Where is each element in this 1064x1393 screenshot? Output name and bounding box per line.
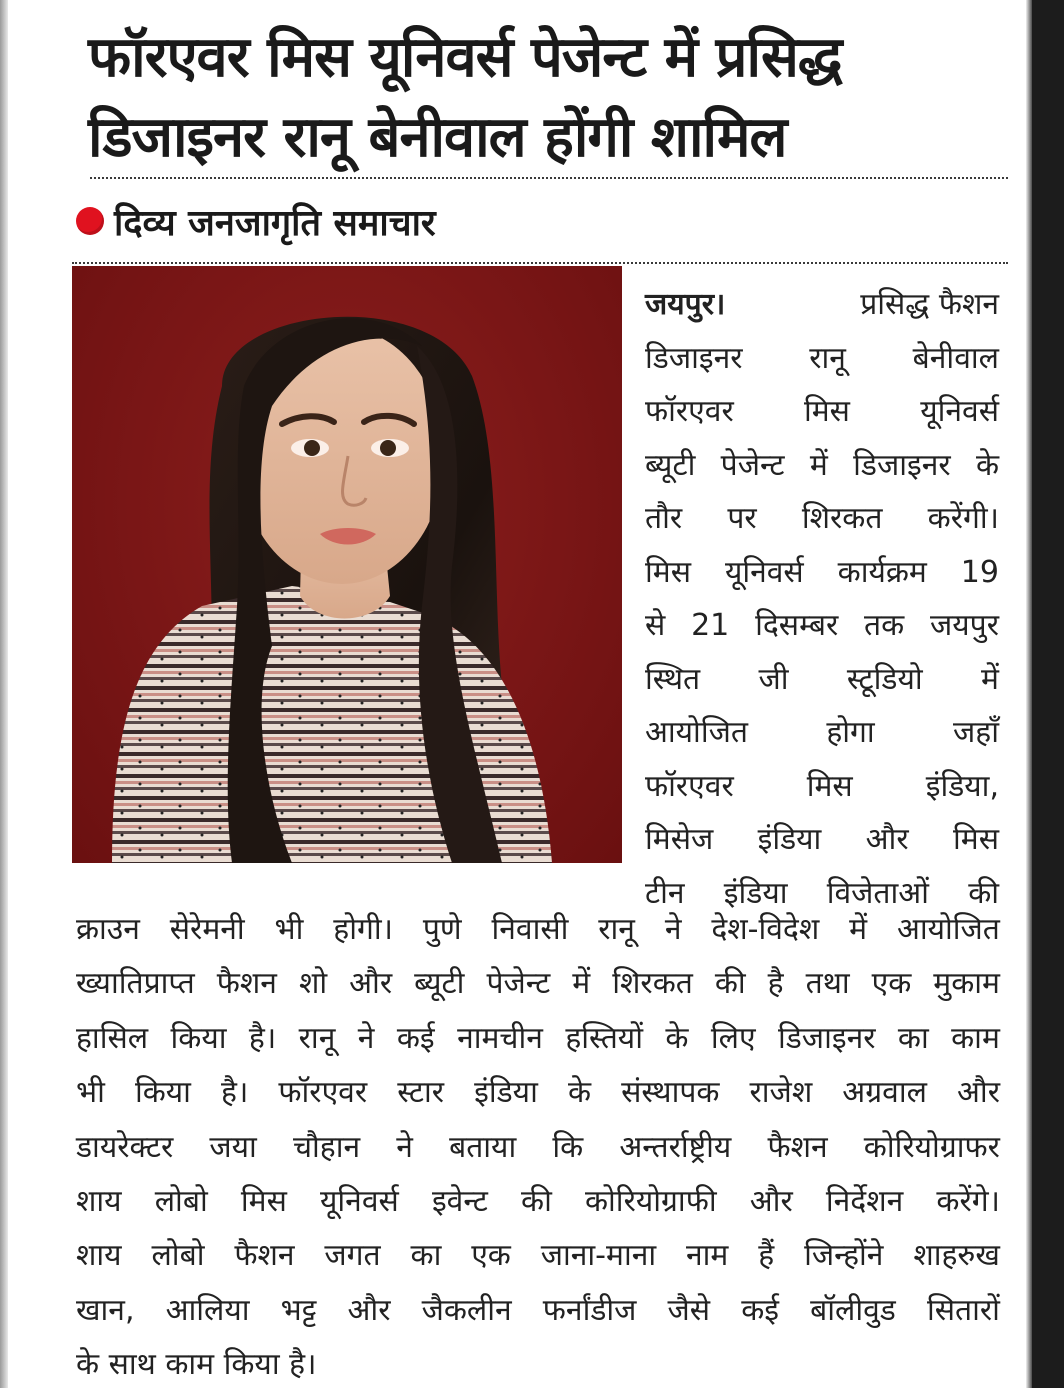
column-line <box>645 332 999 386</box>
word: इंडिया <box>474 1075 538 1111</box>
word: जयपुर <box>930 608 999 643</box>
source-line <box>76 196 436 246</box>
word: में <box>849 912 868 947</box>
word: इंडिया <box>723 875 788 911</box>
word: डायरेक्टर <box>76 1129 174 1165</box>
word: कई <box>741 1292 779 1328</box>
column-line <box>645 546 999 600</box>
column-line <box>645 599 999 653</box>
word: आयोजित <box>896 912 1000 947</box>
word: अन्तर्राष्ट्रीय <box>619 1129 732 1165</box>
word: ख्यातिप्राप्त <box>76 966 195 1002</box>
word: इवेन्ट <box>431 1184 488 1220</box>
word: कोरियोग्राफर <box>863 1129 1000 1165</box>
word: भी <box>76 1075 105 1111</box>
word: के <box>567 1075 591 1111</box>
word: हैं <box>758 1238 775 1274</box>
word: ने <box>664 912 682 947</box>
word: मिसेज <box>645 822 714 857</box>
word: जैकलीन <box>421 1292 512 1328</box>
word: आलिया <box>165 1292 250 1328</box>
word: नामचीन <box>457 1020 543 1056</box>
word: फॉरएवर <box>278 1075 368 1111</box>
column-line <box>645 760 999 814</box>
word: डिजाइनर <box>645 340 743 376</box>
word: है <box>767 966 784 1002</box>
word: तक <box>864 608 905 643</box>
word: डिजाइनर <box>777 1020 876 1056</box>
word: जहाँ <box>953 715 999 750</box>
word: शिरकत <box>801 501 883 536</box>
word: भट्ट <box>280 1292 317 1328</box>
word: मिस <box>952 822 999 857</box>
word: करेंगे। <box>936 1184 1000 1220</box>
word: में <box>572 966 591 1002</box>
column-line <box>645 492 999 546</box>
word: तौर <box>645 501 683 536</box>
word: फर्नांडीज <box>542 1292 637 1328</box>
word: कई <box>396 1020 435 1056</box>
headline <box>88 18 988 178</box>
word: निवासी <box>491 912 569 947</box>
word: जगत <box>324 1238 381 1274</box>
word: शाय <box>76 1238 122 1274</box>
column-line <box>645 439 999 493</box>
word: सेरेमनी <box>169 912 245 947</box>
word: स्टार <box>397 1075 445 1111</box>
word: 21 <box>691 608 730 643</box>
word: बेनीवाल <box>912 340 999 376</box>
word: का <box>897 1020 929 1056</box>
designer-photo <box>72 266 622 863</box>
dateline: जयपुर। <box>645 287 726 322</box>
dotted-rule-top <box>90 177 1008 179</box>
word: है। <box>221 1075 249 1111</box>
word: ने <box>396 1129 413 1165</box>
word: भी <box>274 912 304 947</box>
word: विजेताओं <box>826 875 929 911</box>
word: इंडिया, <box>925 768 999 804</box>
article-body <box>76 903 1000 1393</box>
scan-edge-left <box>0 0 8 1388</box>
word: ब्यूटी <box>414 966 465 1002</box>
body-line: के साथ काम किया है। <box>76 1347 317 1383</box>
source-name: दिव्य जनजागृति समाचार <box>114 202 436 244</box>
portrait-illustration <box>72 266 622 863</box>
word: में <box>809 447 828 483</box>
dotted-rule-bottom <box>72 262 1008 264</box>
word: पेजेन्ट <box>720 447 785 483</box>
word: करेंगी। <box>927 501 999 536</box>
article-column <box>645 278 999 920</box>
word: के <box>975 447 999 483</box>
word: दिसम्बर <box>755 608 839 643</box>
word: चौहान <box>292 1129 361 1165</box>
word: का <box>410 1238 442 1274</box>
body-line <box>76 1229 1000 1283</box>
word: पुणे <box>422 912 462 947</box>
word: की <box>521 1184 552 1220</box>
word: देश-विदेश <box>711 912 820 947</box>
body-line <box>76 957 1000 1011</box>
word: एक <box>471 1238 511 1274</box>
column-line <box>645 653 999 707</box>
word: अग्रवाल <box>842 1075 927 1111</box>
word: जिन्होंने <box>804 1238 884 1274</box>
word: हासिल <box>76 1020 149 1056</box>
word: के <box>665 1020 689 1056</box>
word: कार्यक्रम <box>837 554 927 590</box>
word: पर <box>727 501 757 536</box>
word: जाना-माना <box>540 1238 657 1274</box>
word: नाम <box>686 1238 729 1274</box>
word: एक <box>871 966 912 1002</box>
word: फैशन <box>216 966 277 1002</box>
word: होगी। <box>333 912 394 947</box>
scan-edge-right <box>1032 0 1064 1388</box>
column-line <box>645 706 999 760</box>
word: स्थित <box>645 661 701 697</box>
red-bullet-icon <box>76 207 104 235</box>
word: शाहरुख <box>913 1238 1000 1274</box>
word: रानू <box>298 1020 336 1056</box>
column-line <box>645 385 999 439</box>
word: यूनिवर्स <box>920 394 999 429</box>
word: शाय <box>76 1184 122 1220</box>
word: जया <box>209 1129 257 1165</box>
word: फॉरएवर <box>645 768 734 804</box>
body-line <box>76 1012 1000 1066</box>
word: शो <box>298 966 328 1002</box>
word: मुकाम <box>933 966 1000 1002</box>
word: मिस <box>240 1184 287 1220</box>
word: की <box>714 966 746 1002</box>
word: में <box>981 661 999 697</box>
word: किया <box>170 1020 227 1056</box>
word: ब्यूटी <box>645 447 696 483</box>
word: ने <box>357 1020 375 1056</box>
word: पेजेन्ट <box>486 966 551 1002</box>
word: मिस <box>803 394 850 429</box>
body-line <box>76 1175 1000 1229</box>
word: राजेश <box>749 1075 813 1111</box>
word: तथा <box>805 966 850 1002</box>
word: आयोजित <box>645 715 748 750</box>
word: इंडिया <box>757 822 822 857</box>
word: बॉलीवुड <box>810 1292 896 1328</box>
word: 19 <box>960 554 999 590</box>
word: से <box>645 608 666 643</box>
word: स्टूडियो <box>846 661 923 697</box>
column-text-0: प्रसिद्ध फैशन <box>860 287 999 322</box>
word: फॉरएवर <box>645 394 734 429</box>
word: कि <box>552 1129 584 1165</box>
word: है। <box>248 1020 277 1056</box>
word: रानू <box>598 912 635 947</box>
word: संस्थापक <box>621 1075 720 1111</box>
word: काम <box>951 1020 1000 1056</box>
word: डिजाइनर <box>853 447 951 483</box>
word: टीन <box>645 875 685 911</box>
body-line <box>76 903 1000 957</box>
word: खान, <box>76 1292 135 1328</box>
body-line <box>76 1066 1000 1120</box>
headline-line-2: डिजाइनर रानू बेनीवाल होंगी शामिल <box>88 105 787 170</box>
iris-right <box>380 440 396 456</box>
word: यूनिवर्स <box>320 1184 399 1220</box>
word: यूनिवर्स <box>724 554 804 590</box>
word: बताया <box>449 1129 517 1165</box>
word: सितारों <box>926 1292 1000 1328</box>
word: जैसे <box>667 1292 711 1328</box>
word: कोरियोग्राफी <box>584 1184 717 1220</box>
column-line <box>645 813 999 867</box>
word: किया <box>134 1075 191 1111</box>
word: और <box>957 1075 1000 1111</box>
body-line <box>76 1121 1000 1175</box>
word: क्राउन <box>76 912 140 947</box>
word: लोबो <box>154 1184 208 1220</box>
word: और <box>749 1184 793 1220</box>
word: जी <box>758 661 789 697</box>
iris-left <box>304 440 320 456</box>
column-line-1 <box>645 278 999 332</box>
word: फैशन <box>767 1129 828 1165</box>
word: और <box>347 1292 391 1328</box>
word: रानू <box>809 340 846 376</box>
word: हस्तियों <box>565 1020 643 1056</box>
body-line <box>76 1284 1000 1338</box>
word: और <box>349 966 393 1002</box>
headline-line-1: फॉरएवर मिस यूनिवर्स पेजेन्ट में प्रसिद्ध <box>88 25 842 90</box>
word: शिरकत <box>612 966 693 1002</box>
word: निर्देशन <box>825 1184 904 1220</box>
word: लिए <box>710 1020 756 1056</box>
word: मिस <box>645 554 691 590</box>
word: फैशन <box>234 1238 295 1274</box>
word: होगा <box>826 715 875 750</box>
word: मिस <box>806 768 853 804</box>
word: लोबो <box>151 1238 205 1274</box>
word: की <box>968 875 999 911</box>
word: और <box>865 822 909 857</box>
